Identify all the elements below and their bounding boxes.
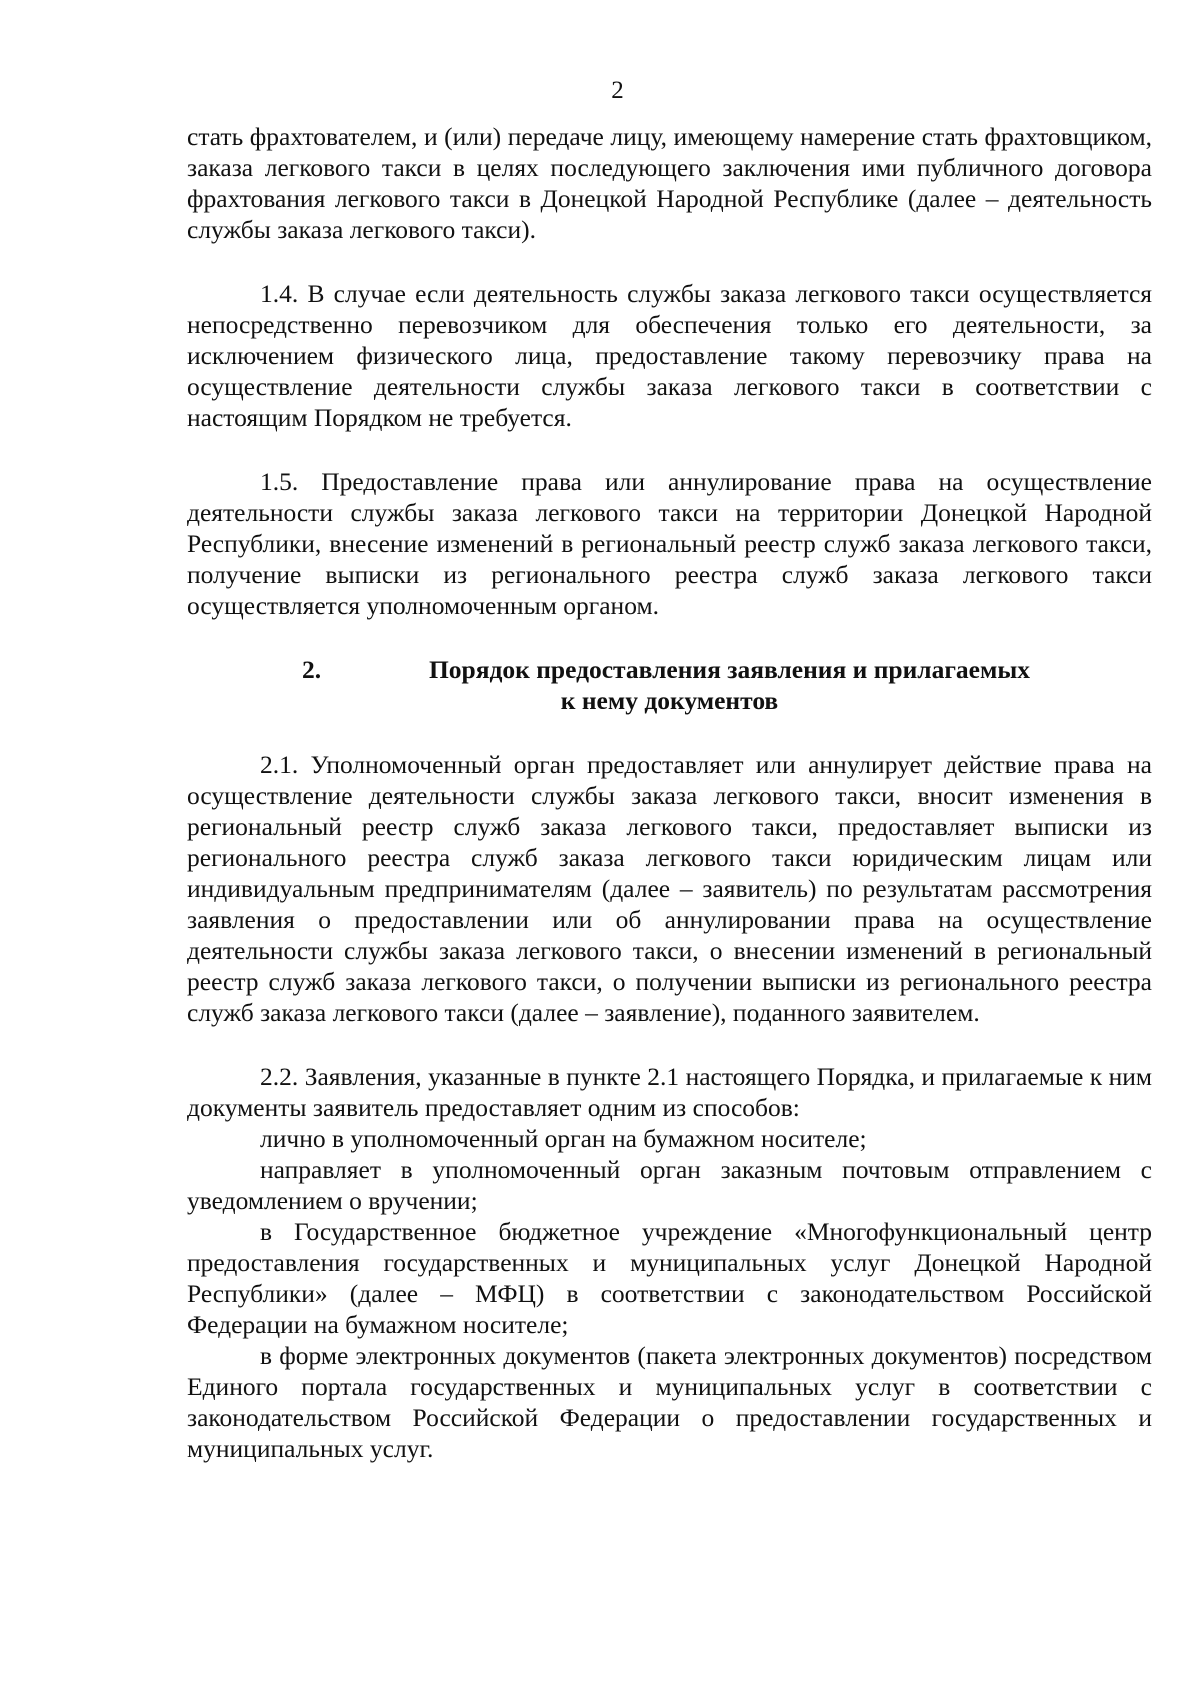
paragraph-2-2-method-in-person: лично в уполномоченный орган на бумажном носителе; [260,1124,867,1153]
section-heading-number: 2. [302,655,322,684]
spacer [187,1028,1152,1061]
section-heading-line-2: к нему документов [560,686,779,715]
paragraph-2-2-method-mfc: в Государственное бюджетное учреждение «Многофункциональный центр предоставления государственных и муниципальных услуг Донецкой Народной Республики» (далее – МФЦ) в соответствии с законодательством Российской Федерации на бумажном носителе; [187,1217,1152,1339]
document-body [187,121,1152,1464]
paragraph-2-2-method-electronic: в форме электронных документов (пакета электронных документов) посредством Единого портала государственных и муниципальных услуг в соответствии с законодательством Российской Федерации о предоставлении государственных и муниципальных услуг. [187,1341,1152,1463]
paragraph-2-2: 2.2. Заявления, указанные в пункте 2.1 настоящего Порядка, и прилагаемые к ним документы заявитель предоставляет одним из способов: [187,1062,1152,1122]
paragraph-1-5: 1.5. Предоставление права или аннулирование права на осуществление деятельности службы заказа легкового такси на территории Донецкой Народной Республики, внесение изменений в региональный реестр служб заказа легкового такси, получение выписки из регионального реестра служб заказа легкового такси осуществляется уполномоченным органом. [187,467,1152,620]
section-heading-text-1: Порядок предоставления заявления и прилагаемых [428,655,1031,684]
spacer [187,716,1152,749]
spacer [187,245,1152,278]
section-heading-line-1 [187,654,1152,685]
spacer [187,621,1152,654]
section-heading-2 [187,654,1152,716]
paragraph-1-4: 1.4. В случае если деятельность службы заказа легкового такси осуществляется непосредственно перевозчиком для обеспечения только его деятельности, за исключением физического лица, предоставление такому перевозчику права на осуществление деятельности службы заказа легкового такси в соответствии с настоящим Порядком не требуется. [187,279,1152,432]
spacer [187,433,1152,466]
paragraph-2-1: 2.1. Уполномоченный орган предоставляет или аннулирует действие права на осуществление деятельности службы заказа легкового такси, вносит изменения в региональный реестр служб заказа легкового такси, предоставляет выписки из регионального реестра служб заказа легкового такси юридическим лицам или индивидуальным предпринимателям (далее – заявитель) по результатам рассмотрения заявления о предоставлении или об аннулировании права на осуществление деятельности службы заказа легкового такси, о внесении изменений в региональный реестр служб заказа легкового такси, о получении выписки из регионального реестра служб заказа легкового такси (далее – заявление), поданного заявителем. [187,750,1152,1027]
paragraph-intro-continuation: стать фрахтователем, и (или) передаче лицу, имеющему намерение стать фрахтовщиком, заказа легкового такси в целях последующего заключения ими публичного договора фрахтования легкового такси в Донецкой Народной Республике (далее – деятельность службы заказа легкового такси). [187,122,1152,244]
paragraph-2-2-method-mail: направляет в уполномоченный орган заказным почтовым отправлением с уведомлением о вручении; [187,1155,1152,1215]
page-number: 2 [611,77,624,104]
